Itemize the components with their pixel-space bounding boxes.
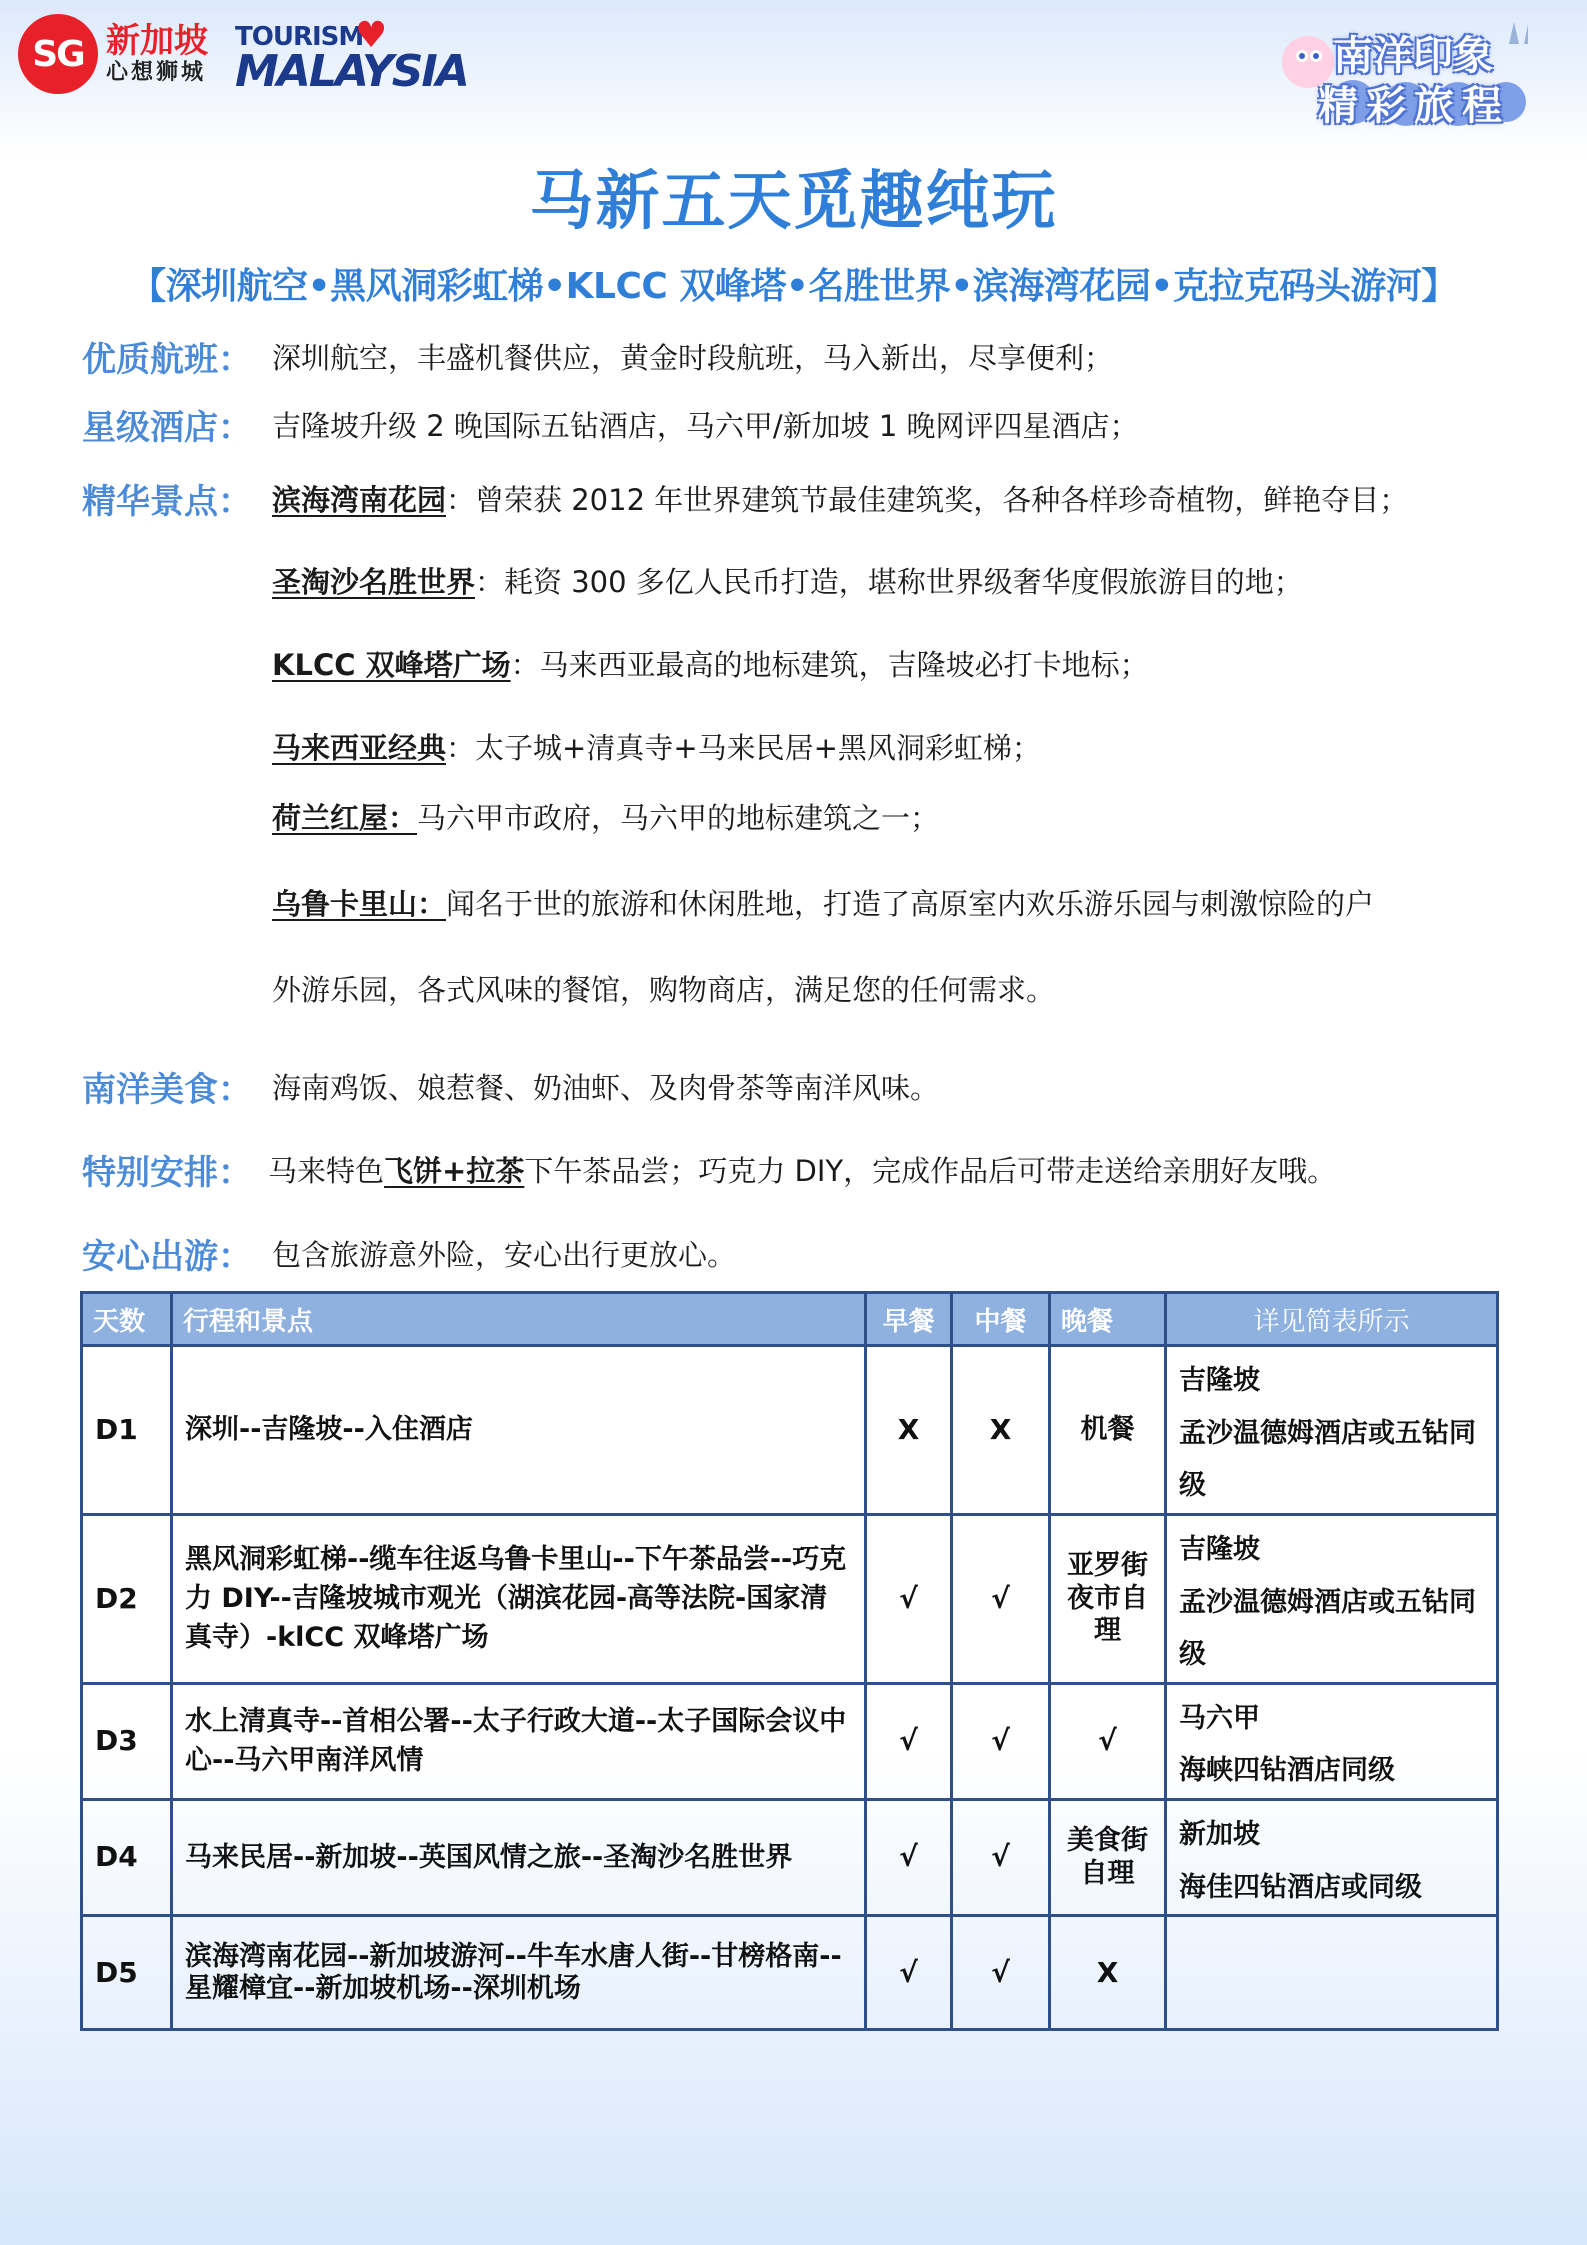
table-row [82, 1800, 1498, 1916]
table-row [82, 1683, 1498, 1799]
row-lunch: √ [952, 1800, 1050, 1916]
table-row [82, 1514, 1498, 1683]
page-title: 马新五天觅趣纯玩 [529, 165, 1058, 239]
row-lunch: X [952, 1346, 1050, 1515]
row-day: D3 [82, 1683, 172, 1799]
spot-item [272, 726, 1041, 767]
ny-logo-line2: 精彩旅程 [1318, 83, 1510, 129]
header-dinner: 晚餐 [1050, 1293, 1166, 1346]
row-dinner: X [1050, 1916, 1166, 2030]
spot-name: 滨海湾南花园 [272, 483, 447, 517]
row-hotel [1166, 1514, 1498, 1683]
table-row [82, 1916, 1498, 2030]
row-day: D2 [82, 1514, 172, 1683]
row-route: 黑风洞彩虹梯--缆车往返乌鲁卡里山--下午茶品尝--巧克力 DIY--吉隆坡城市观光（湖滨花园-高等法院-国家清真寺）-klCC 双峰塔广场 [172, 1514, 866, 1683]
spot-desc: 闻名于世的旅游和休闲胜地，打造了高原室内欢乐游乐园与刺激惊险的户 [446, 887, 1375, 921]
tourism-malaysia-logo [235, 15, 468, 97]
flight-label: 优质航班： [82, 340, 252, 380]
header-breakfast: 早餐 [866, 1293, 952, 1346]
row-day: D4 [82, 1800, 172, 1916]
nanyang-impression-logo [1268, 22, 1538, 132]
spot-name: 圣淘沙名胜世界 [272, 565, 476, 599]
row-route: 深圳--吉隆坡--入住酒店 [172, 1346, 866, 1515]
spot-desc: ：马来西亚最高的地标建筑，吉隆坡必打卡地标； [510, 648, 1149, 682]
row-lunch: √ [952, 1683, 1050, 1799]
table-header-row [82, 1293, 1498, 1346]
row-dinner: 美食街自理 [1050, 1800, 1166, 1916]
page-subtitle: 【深圳航空•黑风洞彩虹梯•KLCC 双峰塔•名胜世界•滨海湾花园•克拉克码头游河】 [130, 266, 1457, 307]
spot-name: 荷兰红屋： [272, 801, 418, 835]
row-lunch: √ [952, 1514, 1050, 1683]
flight-text: 深圳航空，丰盛机餐供应，黄金时段航班，马入新出，尽享便利； [272, 341, 1114, 375]
header-route: 行程和景点 [172, 1293, 866, 1346]
row-hotel-name: 孟沙温德姆酒店或五钻同级 [1179, 1586, 1476, 1671]
row-breakfast: √ [866, 1514, 952, 1683]
header-hotel: 详见简表所示 [1166, 1293, 1498, 1346]
special-post: 下午茶品尝；巧克力 DIY，完成作品后可带走送给亲朋好友哦。 [524, 1154, 1337, 1188]
row-route: 滨海湾南花园--新加坡游河--牛车水唐人街--甘榜格南--星耀樟宜--新加坡机场--深圳机场 [172, 1916, 866, 2030]
hotel-label: 星级酒店： [82, 408, 252, 448]
sg-logo-name: 新加坡 [106, 21, 208, 62]
safe-label: 安心出游： [82, 1237, 252, 1277]
row-hotel [1166, 1916, 1498, 2030]
row-hotel-city: 新加坡 [1179, 1819, 1260, 1851]
spot-desc: ：太子城+清真寺+马来民居+黑风洞彩虹梯； [446, 731, 1041, 765]
header-day: 天数 [82, 1293, 172, 1346]
row-hotel-name: 海峡四钻酒店同级 [1179, 1755, 1395, 1787]
sg-logo-tagline: 心想狮城 [106, 59, 207, 85]
row-hotel-name: 海佳四钻酒店或同级 [1179, 1871, 1422, 1903]
spot-item [272, 882, 1374, 923]
sg-mark: SG [18, 14, 98, 94]
row-hotel [1166, 1346, 1498, 1515]
safe-text: 包含旅游意外险，安心出行更放心。 [272, 1238, 737, 1272]
heart-icon: ♥ [355, 15, 388, 56]
row-breakfast: √ [866, 1683, 952, 1799]
ny-logo-line1: 南洋印象 [1333, 33, 1493, 79]
row-dinner: 机餐 [1050, 1346, 1166, 1515]
singapore-logo [18, 14, 208, 94]
row-breakfast: √ [866, 1916, 952, 2030]
row-route: 马来民居--新加坡--英国风情之旅--圣淘沙名胜世界 [172, 1800, 866, 1916]
row-hotel [1166, 1683, 1498, 1799]
spot-item [272, 643, 1149, 684]
special-pre: 马来特色 [268, 1154, 385, 1188]
row-hotel-name: 孟沙温德姆酒店或五钻同级 [1179, 1417, 1476, 1502]
row-lunch: √ [952, 1916, 1050, 2030]
spot-desc: 马六甲市政府，马六甲的地标建筑之一； [417, 801, 940, 835]
spot-desc: ：曾荣获 2012 年世界建筑节最佳建筑奖，各种各样珍奇植物，鲜艳夺目； [446, 483, 1409, 517]
itinerary-table [80, 1291, 1499, 2031]
row-route: 水上清真寺--首相公署--太子行政大道--太子国际会议中心--马六甲南洋风情 [172, 1683, 866, 1799]
row-dinner: √ [1050, 1683, 1166, 1799]
spot-item [272, 478, 1408, 519]
tm-logo-line2: MALAYSIA [235, 46, 468, 97]
table-row [82, 1346, 1498, 1515]
row-day: D5 [82, 1916, 172, 2030]
special-label: 特别安排： [82, 1153, 252, 1193]
spot-name: 马来西亚经典 [272, 731, 447, 765]
spot-item [272, 560, 1303, 601]
row-breakfast: X [866, 1346, 952, 1515]
row-breakfast: √ [866, 1800, 952, 1916]
spot-desc: ：耗资 300 多亿人民币打造，堪称世界级奢华度假旅游目的地； [475, 565, 1303, 599]
spot-item [272, 796, 939, 837]
row-day: D1 [82, 1346, 172, 1515]
row-hotel-city: 吉隆坡 [1179, 1533, 1260, 1565]
tm-logo-line1: TOURISM [235, 22, 364, 52]
spots-label: 精华景点： [82, 482, 252, 522]
header-lunch: 中餐 [952, 1293, 1050, 1346]
row-hotel-city: 马六甲 [1179, 1702, 1260, 1734]
row-hotel-city: 吉隆坡 [1179, 1365, 1260, 1396]
special-text [268, 1149, 1336, 1190]
row-hotel [1166, 1800, 1498, 1916]
food-text: 海南鸡饭、娘惹餐、奶油虾、及肉骨茶等南洋风味。 [272, 1071, 940, 1105]
spot-name: 乌鲁卡里山： [272, 887, 447, 921]
row-dinner: 亚罗街夜市自理 [1050, 1514, 1166, 1683]
special-highlight: 飞饼+拉茶 [384, 1154, 525, 1188]
food-label: 南洋美食： [82, 1070, 252, 1110]
spot-continuation: 外游乐园，各式风味的餐馆，购物商店，满足您的任何需求。 [272, 973, 1056, 1007]
hotel-text: 吉隆坡升级 2 晚国际五钻酒店，马六甲/新加坡 1 晚网评四星酒店； [272, 409, 1139, 443]
spot-name: KLCC 双峰塔广场 [272, 648, 511, 682]
